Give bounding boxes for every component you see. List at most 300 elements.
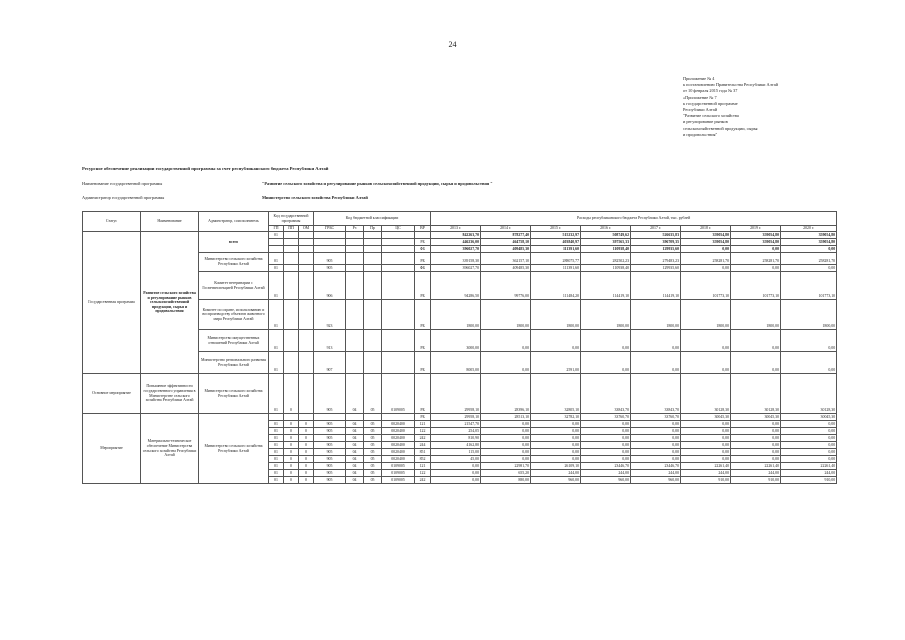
code-cell: [284, 246, 299, 253]
amount-cell: 244,00: [631, 470, 681, 477]
amount-cell: 359054,80: [731, 232, 781, 239]
amount-cell: 22261,40: [781, 463, 837, 470]
code-cell: 905: [314, 463, 346, 470]
code-cell: 0: [299, 449, 314, 456]
amount-cell: 0,00: [731, 449, 781, 456]
amount-cell: 0,00: [731, 435, 781, 442]
amount-cell: 111391,60: [531, 265, 581, 272]
code-cell: 05: [364, 449, 382, 456]
amount-cell: 0,00: [681, 352, 731, 374]
code-cell: [346, 239, 364, 246]
code-cell: [299, 330, 314, 352]
appendix-line: Приложение № 4: [683, 76, 715, 81]
amount-cell: 0,00: [781, 449, 837, 456]
amount-cell: 0,00: [631, 428, 681, 435]
amount-cell: 0,00: [581, 421, 631, 428]
header-code: Рз: [346, 226, 364, 232]
code-cell: 05: [364, 374, 382, 414]
amount-cell: 515232,97: [531, 232, 581, 239]
amount-cell: 244,00: [681, 470, 731, 477]
code-cell: 905: [314, 435, 346, 442]
amount-cell: 359054,80: [731, 239, 781, 246]
code-cell: [284, 330, 299, 352]
amount-cell: 0,00: [781, 246, 837, 253]
code-cell: 01: [269, 442, 284, 449]
amount-cell: 878277,40: [481, 232, 531, 239]
code-cell: 122: [415, 428, 431, 435]
code-cell: 01: [269, 232, 284, 239]
appendix-line: и регулирование рынков: [683, 119, 728, 125]
code-cell: [299, 414, 314, 421]
row-name: Развитие сельского хозяйства и регулирование рынков сельскохозяйственной продукции, сырья и продовольствия: [141, 232, 199, 374]
code-cell: [299, 246, 314, 253]
amount-cell: 22261,40: [731, 463, 781, 470]
code-cell: 01: [269, 374, 284, 414]
code-cell: 04: [346, 374, 364, 414]
amount-cell: 0,00: [681, 449, 731, 456]
code-cell: 0: [284, 477, 299, 484]
amount-cell: 0,00: [581, 456, 631, 463]
row-executor: Министерство сельского хозяйства Республики Алтай: [199, 253, 269, 272]
code-cell: 0020400: [382, 428, 415, 435]
amount-cell: 244,00: [781, 470, 837, 477]
code-cell: ФБ: [415, 265, 431, 272]
amount-cell: 22261,40: [681, 463, 731, 470]
amount-cell: 0,00: [481, 428, 531, 435]
code-cell: 913: [314, 330, 346, 352]
appendix-line: сельскохозяйственной продукции, сырья: [683, 125, 758, 131]
code-cell: [284, 232, 299, 239]
code-cell: 01: [269, 265, 284, 272]
code-cell: 0: [299, 442, 314, 449]
code-cell: 01: [269, 428, 284, 435]
amount-cell: 655,20: [481, 470, 531, 477]
amount-cell: 129935,60: [631, 246, 681, 253]
header-code: ЦС: [382, 226, 415, 232]
code-cell: 0020400: [382, 421, 415, 428]
code-cell: 0: [284, 421, 299, 428]
code-cell: 242: [415, 435, 431, 442]
amount-cell: 111391,60: [531, 246, 581, 253]
code-cell: РБ: [415, 239, 431, 246]
code-cell: [382, 253, 415, 265]
amount-cell: 403840,97: [531, 239, 581, 246]
amount-cell: 0,00: [481, 456, 531, 463]
table-row: [83, 232, 837, 239]
code-cell: [382, 300, 415, 330]
code-cell: 0: [299, 456, 314, 463]
header-year: 2019 г.: [731, 226, 781, 232]
amount-cell: 0,00: [631, 352, 681, 374]
row-executor: Министерство сельского хозяйства Республики Алтай: [199, 374, 269, 414]
amount-cell: 114419,10: [631, 272, 681, 300]
header-year: 2014 г.: [481, 226, 531, 232]
amount-cell: 0,00: [731, 246, 781, 253]
code-cell: РБ: [415, 374, 431, 414]
code-cell: 905: [314, 421, 346, 428]
amount-cell: 21547,70: [431, 421, 481, 428]
amount-cell: 22981,70: [481, 463, 531, 470]
amount-cell: 0,00: [531, 428, 581, 435]
row-executor: Министерство сельского хозяйства Республики Алтай: [199, 414, 269, 484]
amount-cell: 0,00: [581, 442, 631, 449]
code-cell: [314, 232, 346, 239]
amount-cell: 0,00: [631, 330, 681, 352]
code-cell: [382, 232, 415, 239]
amount-cell: 30128,30: [781, 374, 837, 414]
code-cell: [364, 232, 382, 239]
code-cell: 0: [284, 463, 299, 470]
code-cell: [284, 265, 299, 272]
code-cell: 852: [415, 456, 431, 463]
amount-cell: 0,00: [431, 477, 481, 484]
code-cell: [364, 414, 382, 421]
amount-cell: 0,00: [581, 435, 631, 442]
code-cell: [299, 232, 314, 239]
amount-cell: 110938,40: [581, 265, 631, 272]
page-number: 24: [448, 40, 457, 49]
header-expenses: Расходы республиканского бюджета Республики Алтай, тыс. рублей: [431, 212, 837, 226]
code-cell: [346, 272, 364, 300]
amount-cell: 244,00: [731, 470, 781, 477]
amount-cell: 30045,30: [781, 414, 837, 421]
code-cell: 0: [299, 428, 314, 435]
amount-cell: 258281,70: [781, 253, 837, 265]
code-cell: 905: [314, 265, 346, 272]
amount-cell: 23446,70: [631, 463, 681, 470]
amount-cell: 0,00: [481, 442, 531, 449]
amount-cell: 33843,70: [581, 374, 631, 414]
code-cell: 05: [364, 442, 382, 449]
amount-cell: 8005,00: [431, 352, 481, 374]
amount-cell: 0,00: [781, 421, 837, 428]
amount-cell: 4162,80: [431, 442, 481, 449]
code-cell: 05: [364, 463, 382, 470]
code-cell: 05: [364, 470, 382, 477]
code-cell: 0109005: [382, 374, 415, 414]
code-cell: 0: [284, 428, 299, 435]
amount-cell: 0,00: [481, 421, 531, 428]
amount-cell: 0,00: [781, 265, 837, 272]
code-cell: 851: [415, 449, 431, 456]
administrator-label: Администратор государственной программы: [82, 195, 165, 200]
row-status: Мероприятие: [83, 414, 141, 484]
amount-cell: 0,00: [681, 246, 731, 253]
amount-cell: 0,00: [731, 265, 781, 272]
code-cell: 01: [269, 456, 284, 463]
code-cell: 122: [415, 470, 431, 477]
code-cell: [382, 414, 415, 421]
code-cell: [299, 239, 314, 246]
appendix-note: [683, 76, 883, 138]
amount-cell: 842263,70: [431, 232, 481, 239]
header-code: ГРБС: [314, 226, 346, 232]
amount-cell: 508749,62: [581, 232, 631, 239]
code-cell: 0: [284, 374, 299, 414]
amount-cell: 0,00: [531, 330, 581, 352]
administrator-row: [82, 195, 368, 200]
header-code: ОМ: [299, 226, 314, 232]
amount-cell: 526635,83: [631, 232, 681, 239]
code-cell: 906: [314, 272, 346, 300]
amount-cell: 129935,60: [631, 265, 681, 272]
amount-cell: 32782,10: [531, 414, 581, 421]
code-cell: 04: [346, 470, 364, 477]
header-year: 2015 г.: [531, 226, 581, 232]
amount-cell: 0,00: [531, 442, 581, 449]
code-cell: [299, 253, 314, 265]
amount-cell: 0,00: [431, 463, 481, 470]
code-cell: [382, 330, 415, 352]
amount-cell: 1800,00: [481, 300, 531, 330]
amount-cell: 0,00: [481, 352, 531, 374]
amount-cell: 0,00: [631, 449, 681, 456]
budget-table: [82, 211, 837, 484]
code-cell: 0: [284, 442, 299, 449]
code-cell: 01: [269, 300, 284, 330]
code-cell: [346, 246, 364, 253]
code-cell: [284, 414, 299, 421]
code-cell: 905: [314, 449, 346, 456]
code-cell: [284, 253, 299, 265]
amount-cell: 0,00: [781, 435, 837, 442]
code-cell: 0: [299, 470, 314, 477]
code-cell: 0: [284, 470, 299, 477]
amount-cell: 1800,00: [731, 300, 781, 330]
amount-cell: 115,00: [431, 449, 481, 456]
amount-cell: 910,00: [781, 477, 837, 484]
code-cell: [382, 265, 415, 272]
header-code: ГП: [269, 226, 284, 232]
amount-cell: 0,00: [681, 456, 731, 463]
code-cell: 0109005: [382, 463, 415, 470]
code-cell: 0: [284, 449, 299, 456]
amount-cell: 101773,10: [731, 272, 781, 300]
code-cell: 0109005: [382, 477, 415, 484]
amount-cell: 0,00: [681, 428, 731, 435]
amount-cell: 111484,20: [531, 272, 581, 300]
code-cell: 0020400: [382, 449, 415, 456]
amount-cell: 960,00: [631, 477, 681, 484]
code-cell: 01: [269, 463, 284, 470]
code-cell: РБ: [415, 414, 431, 421]
code-cell: 01: [269, 449, 284, 456]
amount-cell: 3000,00: [431, 330, 481, 352]
amount-cell: 0,00: [781, 352, 837, 374]
code-cell: [269, 239, 284, 246]
amount-cell: 0,00: [631, 442, 681, 449]
header-status: Статус: [83, 212, 141, 232]
program-label: Наименование государственной программы: [82, 181, 163, 186]
header-year: 2020 г.: [781, 226, 837, 232]
code-cell: [299, 374, 314, 414]
row-executor: всего: [199, 232, 269, 253]
code-cell: 244: [415, 442, 431, 449]
amount-cell: 0,00: [731, 428, 781, 435]
amount-cell: 359054,80: [781, 239, 837, 246]
row-executor: Комитет ветеринарии с Госветинспекцией Республики Алтай: [199, 272, 269, 300]
amount-cell: 33760,70: [631, 414, 681, 421]
code-cell: 0109005: [382, 470, 415, 477]
code-cell: [382, 272, 415, 300]
amount-cell: 339158,30: [431, 253, 481, 265]
table-row: [83, 374, 837, 414]
code-cell: [299, 272, 314, 300]
appendix-line: от 10 февраля 2015 года № 37: [683, 88, 738, 94]
code-cell: 0: [299, 421, 314, 428]
amount-cell: 446236,00: [431, 239, 481, 246]
code-cell: 905: [314, 374, 346, 414]
code-cell: [382, 239, 415, 246]
header-budget-code: Код бюджетной классификации: [314, 212, 431, 226]
code-cell: [346, 265, 364, 272]
code-cell: 0020400: [382, 456, 415, 463]
amount-cell: 282502,23: [581, 253, 631, 265]
amount-cell: 0,00: [481, 330, 531, 352]
program-name-row: [82, 181, 493, 186]
code-cell: 0: [299, 463, 314, 470]
code-cell: 905: [314, 477, 346, 484]
amount-cell: 23446,70: [581, 463, 631, 470]
amount-cell: 1800,00: [431, 300, 481, 330]
header-program-code: Код государственной программы: [269, 212, 314, 226]
amount-cell: 0,00: [481, 435, 531, 442]
amount-cell: 0,00: [781, 456, 837, 463]
amount-cell: 0,00: [531, 456, 581, 463]
code-cell: 121: [415, 463, 431, 470]
amount-cell: 397565,33: [581, 239, 631, 246]
amount-cell: 110938,40: [581, 246, 631, 253]
row-status: Основное мероприятие: [83, 374, 141, 414]
amount-cell: 0,00: [681, 330, 731, 352]
appendix-line: Республики Алтай: [683, 107, 718, 113]
code-cell: [382, 246, 415, 253]
table-row: [83, 414, 837, 421]
amount-cell: 101773,10: [681, 272, 731, 300]
amount-cell: 409485,30: [481, 265, 531, 272]
code-cell: 121: [415, 421, 431, 428]
amount-cell: 0,00: [731, 352, 781, 374]
row-executor: Министерство имущественных отношений Республики Алтай: [199, 330, 269, 352]
code-cell: 01: [269, 253, 284, 265]
amount-cell: 288075,77: [531, 253, 581, 265]
code-cell: 04: [346, 428, 364, 435]
header-code: ПП: [284, 226, 299, 232]
amount-cell: 960,00: [531, 477, 581, 484]
amount-cell: 30128,30: [681, 374, 731, 414]
code-cell: РБ: [415, 253, 431, 265]
amount-cell: 1800,00: [531, 300, 581, 330]
amount-cell: 28396,10: [481, 374, 531, 414]
code-cell: 923: [314, 300, 346, 330]
appendix-line: к постановлению Правительства Республики Алтай: [683, 82, 778, 88]
code-cell: ФБ: [415, 246, 431, 253]
amount-cell: 258281,70: [731, 253, 781, 265]
amount-cell: 33843,70: [631, 374, 681, 414]
amount-cell: 1800,00: [781, 300, 837, 330]
amount-cell: 396709,35: [631, 239, 681, 246]
row-name: Повышение эффективности государственного управления в Министерстве сельского хозяйства Республики Алтай: [141, 374, 199, 414]
appendix-line: и продовольствия": [683, 131, 718, 137]
code-cell: [284, 272, 299, 300]
amount-cell: 0,00: [681, 265, 731, 272]
header-year: 2016 г.: [581, 226, 631, 232]
code-cell: [299, 352, 314, 374]
amount-cell: 409485,30: [481, 246, 531, 253]
row-name: Материально-техническое обеспечение Министерства сельского хозяйства Республики Алтай: [141, 414, 199, 484]
code-cell: 0: [299, 435, 314, 442]
code-cell: 05: [364, 477, 382, 484]
code-cell: 04: [346, 442, 364, 449]
code-cell: 905: [314, 428, 346, 435]
row-executor: Комитет по охране, использованию и воспроизводству объектов животного мира Республики Алтай: [199, 300, 269, 330]
code-cell: [364, 239, 382, 246]
code-cell: 0020400: [382, 435, 415, 442]
code-cell: 05: [364, 421, 382, 428]
code-cell: РБ: [415, 300, 431, 330]
code-cell: 01: [269, 470, 284, 477]
amount-cell: 0,00: [581, 352, 631, 374]
code-cell: 242: [415, 477, 431, 484]
code-cell: РБ: [415, 272, 431, 300]
amount-cell: 362157,10: [481, 253, 531, 265]
appendix-line: "Развитие сельского хозяйства: [683, 113, 739, 119]
amount-cell: 0,00: [631, 456, 681, 463]
code-cell: РБ: [415, 352, 431, 374]
appendix-line: «Приложение № 7: [683, 94, 717, 100]
amount-cell: 26109,10: [531, 463, 581, 470]
amount-cell: 396027,70: [431, 246, 481, 253]
amount-cell: 880,00: [481, 477, 531, 484]
amount-cell: 254,05: [431, 428, 481, 435]
code-cell: 0020400: [382, 442, 415, 449]
amount-cell: 0,00: [631, 421, 681, 428]
program-value: "Развитие сельского хозяйства и регулирование рынков сельскохозяйственной продукции, сырья и продовольствия ": [262, 181, 493, 186]
code-cell: [346, 352, 364, 374]
amount-cell: 359054,80: [681, 232, 731, 239]
code-cell: РБ: [415, 330, 431, 352]
code-cell: 905: [314, 470, 346, 477]
code-cell: 905: [314, 253, 346, 265]
amount-cell: 910,00: [731, 477, 781, 484]
header-executor: Админстратор, соисполнитель: [199, 212, 269, 232]
code-cell: 01: [269, 330, 284, 352]
amount-cell: 359054,80: [781, 232, 837, 239]
amount-cell: 1800,00: [681, 300, 731, 330]
amount-cell: 0,00: [731, 421, 781, 428]
amount-cell: 0,00: [681, 421, 731, 428]
amount-cell: 0,00: [531, 421, 581, 428]
code-cell: [314, 414, 346, 421]
code-cell: 905: [314, 442, 346, 449]
amount-cell: 29958,10: [431, 414, 481, 421]
amount-cell: 30045,30: [731, 414, 781, 421]
amount-cell: 464758,10: [481, 239, 531, 246]
code-cell: [284, 300, 299, 330]
amount-cell: 33760,70: [581, 414, 631, 421]
amount-cell: 0,00: [681, 435, 731, 442]
amount-cell: 0,00: [531, 449, 581, 456]
code-cell: [269, 246, 284, 253]
code-cell: 01: [269, 477, 284, 484]
amount-cell: 396027,70: [431, 265, 481, 272]
amount-cell: 0,00: [581, 330, 631, 352]
code-cell: [364, 253, 382, 265]
header-code: ВР: [415, 226, 431, 232]
code-cell: 0: [299, 477, 314, 484]
code-cell: [299, 300, 314, 330]
code-cell: 01: [269, 352, 284, 374]
